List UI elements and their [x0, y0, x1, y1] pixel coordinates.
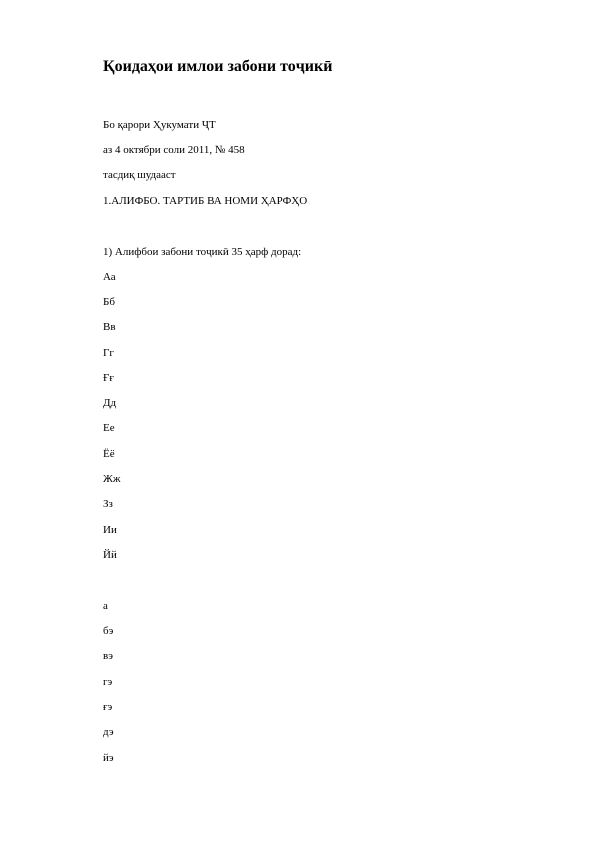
letter-item: Ее	[103, 422, 115, 434]
letter-item: Ёё	[103, 448, 115, 460]
letter-item: Дд	[103, 397, 117, 409]
approval-line-2: аз 4 октябри соли 2011, № 458	[103, 144, 245, 156]
letter-item: Йй	[103, 549, 117, 561]
letter-name-item: вэ	[103, 650, 113, 662]
section-heading: 1.АЛИФБО. ТАРТИБ ВА НОМИ ҲАРФҲО	[103, 195, 308, 207]
paragraph-intro: 1) Алифбои забони тоҷикӣ 35 ҳарф дорад:	[103, 246, 302, 258]
letter-item: Жж	[103, 473, 121, 485]
letter-item: Зз	[103, 498, 113, 510]
letter-item: Бб	[103, 296, 115, 308]
letter-name-item: а	[103, 600, 108, 612]
approval-line-1: Бо қарори Ҳукумати ҶТ	[103, 119, 216, 131]
document-title: Қоидаҳои имлои забони тоҷикӣ	[103, 58, 333, 75]
letter-item: Ғғ	[103, 372, 114, 384]
letter-item: Гг	[103, 347, 114, 359]
approval-line-3: тасдиқ шудааст	[103, 169, 176, 181]
letter-name-item: бэ	[103, 625, 114, 637]
letter-item: Ии	[103, 524, 117, 536]
letter-name-item: гэ	[103, 676, 113, 688]
letter-name-item: йэ	[103, 752, 114, 764]
letter-item: Аа	[103, 271, 116, 283]
letter-item: Вв	[103, 321, 116, 333]
letter-name-item: дэ	[103, 726, 114, 738]
letter-name-item: ғэ	[103, 701, 113, 713]
